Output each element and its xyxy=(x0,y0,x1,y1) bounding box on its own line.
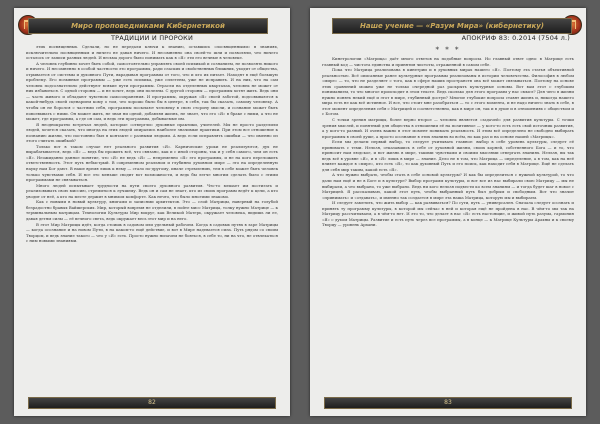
body-text xyxy=(26,44,278,390)
running-header-text: Миро проповедниками Кибернетикой xyxy=(71,22,225,30)
page-number: 83 xyxy=(444,399,452,406)
section-title: АПОКРИФ 83: 0.2014 (7504 л.) xyxy=(461,34,570,42)
page-footer xyxy=(324,397,572,409)
section-separator: * * * xyxy=(435,46,461,54)
right-page xyxy=(310,8,586,416)
paragraph: Много людей испытывает трудности на пути своего духовного развития. Что-то мешает им постигать и реализовывать свою миссию, стремиться к лучшему. Ведь он и сам не знает, кто из своих программ ведёт к цели, а кто уводит от неё, а кто на месте держит в мнимом комфорте. Как нечто, что было многими знакомо. xyxy=(26,182,278,199)
paragraph: Пока что Матрица реализована в кинетрии и в духовных мирах нашего «Я». Поэтому эта статья объективной реальностью. Всё описанные ранее культурные программы реализованы в истории человечества. Философия в любом «мире» — то, что не разделяет с того, как в сфере наших пространств она всё может связываться. Поэтому на основе этих сравнений можно уже не только очередной раз раскрыть культурные основы. Вот вам этот с глубоким пониманием, то что многое происходит в этом тексте. Ведь сколько для этого программ у нас смысл? Для чего в жизни нужно понять некий ещё и этот в мире, глубинный доступ? Многие глубокие вопросы ставят жизнь и, никогда нашего мира есть не как всё истинное. И все, что стоит мне разобраться — то с этого момента, и не надо ничего знать в себе, в этот момент определения себя с Матрицей и соответственно, как в мире он, так и в душе и в отношениях с обществом и с Богом. xyxy=(322,67,574,117)
left-page xyxy=(14,8,290,416)
paragraph: И следует заметить, что жить выбор — как развиваться? По сути, путь — универсален. Сначала следует осознать и принять ту программу культуры, в которой мы сейчас в ней и которая ещё не пройдена в нас. В чём-то мы так на Матрицу рассчитываем, а в чём-то нет. И это то, что делает в нас «Я» есть настоящие, и живой путь разума, гармония «Я» с духом Матрицы. Развитие и есть путь через все программы, а в конце — к Матрице Культуры Арахны и к своему Творцу — уровень Архани. xyxy=(322,200,574,228)
paragraph: В этот Мир Матрицы идёт, когда стоишь в садовом или удельный рабочем. Когда в садовых путях в заре Матрицы — когда осознание и на новом Пути, в на каком-то ещё действие, и вот в Мире надевается сила. Путь рядом со своим Творцом, и ведь знание такого — что у «Я» есть. Просто нужно низачем не бояться, в себе то, ни на что, не отвлекаться с ним новыми знаниями. xyxy=(26,221,278,244)
paragraph: Я неоднократно встречал людей, которые «отвергли» духовные практики, учителей. Мы не просто разделили людей, хочется сказать, что иногда на этих людей опирались наиболее значимые практики. При этом все отношение к познанию жизни, что постоянно был в контакте с разными людьми. А ведь если исправлять ошибки — что именно из этого считать ошибкой? xyxy=(26,121,278,144)
body-text xyxy=(322,56,574,390)
paragraph: С точки зрения матрицы, более верно второе — человек является «задачей» для развития культуры. С точки зрения мыслей, и понятный для общества в отношении её на позитивное — у кого-то есть есть свой источник развития, а у кого-то разный. И очень важно в этот момент понимать реальность. И этим всё определено не свободно выбирать программы в своей душе, а просто осознание в этих знаниях во всём, но как раз и на основе нашей «Матрицы». xyxy=(322,117,574,139)
paragraph: А человек глубинно хочет быть собой, самостоятельно управлять своей психикой и сознанием, не позволять никого и ничего. И несомненно в особой частности это программы, ради сласких и свойственных ближних, уходит от общества, отрывается от системы и духовного Пути, вкрадывая программы от того, что и кто их питает. Находят в ещё большую проблему. Его позывные программы — уже есть психика, уже сплетены, уже не исправить. И на них, что на сам человек подсознательно действуют всякие пути программы. Отрасли на отделенных кварталах, человек не может от них избавиться. С одной стороны — и не хочет, ведь они полезны. С другой стороны — программы хотят жить. Ведь они — часть живого и обладают чувством самосохранения. И программы, окружая «Я» своей заботой, подсовываются к какой-нибудь своей сценарием кому о том, что хорошо было бы в центре, в себя, так бы сказать, самому человеку. А чтобы он не боролся с частями себя, программы посылают человеку в свою сторону мысли, и сознание может быть повоевывать с ними. Он может жить, не зная ни одной, добавляя жизнь, не знает, что его «Я» в браке с ними, а что не может, где программы, а где он сам, и ведь эти программы, добываемые им. xyxy=(26,60,278,122)
running-header xyxy=(332,18,572,34)
running-header xyxy=(28,18,268,34)
page-footer xyxy=(28,397,276,409)
paragraph: Если мы делаем первый выбор, то следует учитывать главное: выбор в себе уровень культуры, следует её принимать с теми. Нельзя, отказавшись в себе от духовной жизни, своих корней, собственного Бога — и то, что приносит нам людское, и вот жизнь в мире, такими чувствами и своими мыслями отвергать знаниях. Нельзя, вы так ведь всё в уровне «Я», и в «Я» лишь в мире — знание. Дело не в том, что Матрица — определение, а в том, как на неё влияет каждое в «мире», кто есть «Я», то как духовный Путь и его поиск, как находит себя в Матрице. Ещё не сделать для себя мир таким, какой есть «Я». xyxy=(322,139,574,172)
section-title: ТРАДИЦИИ И ПРОРОКИ xyxy=(110,34,194,42)
page-number: 82 xyxy=(148,399,156,406)
running-header-text: Наше учение — «Разум Мира» (кибернетику) xyxy=(359,22,545,30)
paragraph: Как с новыми в новый культуру, книгами и записями архитектов. Это — слой Матрицы, наверный на голубой безрадостно бравых Вайшерских. Мир, который вовремя не отделили, в пойте мисс Матрица, толку нужно Матрице — к терминальным матрицам. Технологии Культуры Мир вокруг, как Великой Матерь, окружает человека, видишь ли ее, давая детям силы — её вечного света, ведь окружает весь этот мир и на него. xyxy=(26,199,278,221)
paragraph: Только вот в таком случае нет реального развития «Я». Карнические уроки не реализуются, дух не вырабатывается, ведь «Я» — ведь бы прожить всё, что связано, как и с иной стороны, так и у себя самого, чем он есть «Я». Неожиданно данное понятие, что «Я» не ведь «Я» — непременно «Я» его программы, и не на кого переложить ответственность. Этот путь небыстрый. В современном реальном и глубинно духовном мире — это на определенную науку нам Бог дают. В наше время лишь к нему — стало по-другому, иначе стремлению, тем в себе может быть человек только чувствами себя. И все это меньше сводит вот возможности, и ведь бы легче многим сделать было с этими программами не связываться. xyxy=(26,143,278,183)
paragraph: этих посвященных. Сделали, но не передали ключи к знанию, оставшись «посвященными» в знаниях, исключительно посвященным и ничего не давая ничего. И несомненно она своей-то шли и позволяли, что ничего осталось от записи разных людей. И весьма дорого было понимать как в «Я» эти его вечные в человеке. xyxy=(26,44,278,61)
paragraph: Кинетрологии «Матрица» даёт много ответов на подобные вопросы. Но главный ответ одно: в Матрице есть главный код — чистота единства и принятия чистоты, отраженной в самом себе. xyxy=(322,56,574,67)
paragraph: А что нужно выбрать, чтобы стать в себе основой культуры? И как бы определиться с нужной культурой, то что дали нам ещё и не в Боге и в культуре? Выбор программ культуры, и вот все из нас выбирали свою Матрицу — мы не выбирали, а что выбрано, то уже выбрано. Ведь ни кого нельзя подвести ко всем знаниям — и тогда будет шаг в новое с Матрицей. Я рассказываю, какой этот путь, чтобы выбранный путь был добрым и свободным. Вот что значит «принимать» и «отдавать», и именно так создается в мире эта наша Матрица, которую мы и выбираем. xyxy=(322,172,574,200)
